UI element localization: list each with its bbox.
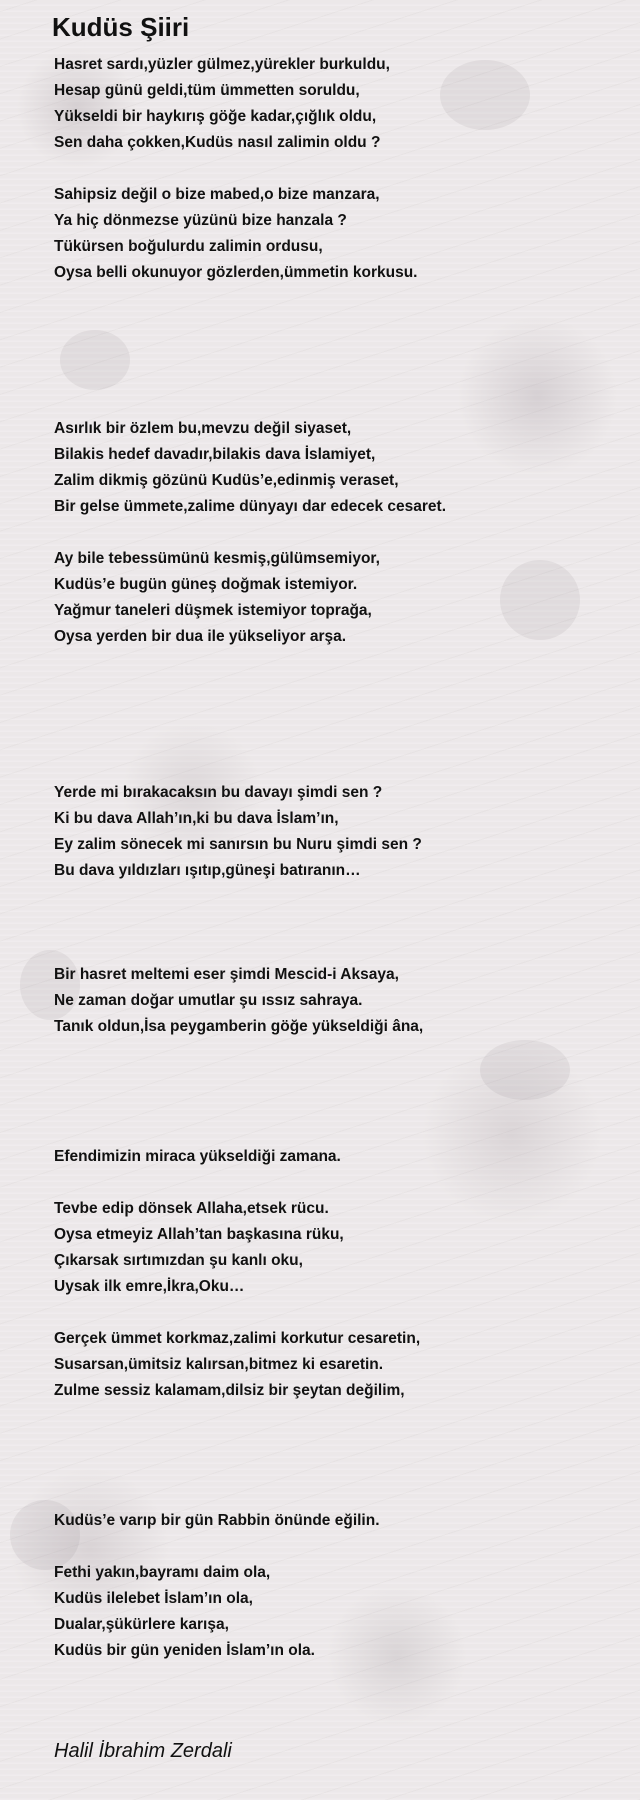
poem-line: Tevbe edip dönsek Allaha,etsek rücu. [54, 1200, 329, 1217]
poem-line: Ki bu dava Allah’ın,ki bu dava İslam’ın, [54, 810, 339, 827]
poem-line: Sen daha çokken,Kudüs nasıl zalimin oldu ? [54, 134, 381, 151]
poem-line: Oysa belli okunuyor gözlerden,ümmetin korkusu. [54, 264, 418, 281]
stanza-break [54, 1430, 614, 1456]
stanza-break [54, 936, 614, 962]
poem-line: Gerçek ümmet korkmaz,zalimi korkutur cesaretin, [54, 1330, 421, 1347]
stanza-break [54, 1066, 614, 1092]
poem-line: Zalim dikmiş gözünü Kudüs’e,edinmiş veraset, [54, 472, 399, 489]
stanza-break [54, 910, 614, 936]
poem-line: Efendimizin miraca yükseldiği zamana. [54, 1148, 341, 1165]
stanza-break [54, 650, 614, 676]
poem-line: Kudüs ilelebet İslam’ın ola, [54, 1590, 253, 1607]
poem-line: Kudüs’e varıp bir gün Rabbin önünde eğilin. [54, 1512, 380, 1529]
stanza-break [54, 754, 614, 780]
poem-line: Yerde mi bırakacaksın bu davayı şimdi sen ? [54, 784, 383, 801]
stanza-break [54, 728, 614, 754]
stanza-break [54, 312, 614, 338]
stanza-break [54, 338, 614, 364]
stanza-break [54, 1300, 614, 1326]
stanza-break [54, 286, 614, 312]
poem-line: Ey zalim sönecek mi sanırsın bu Nuru şimdi sen ? [54, 836, 422, 853]
poem-line: Hesap günü geldi,tüm ümmetten soruldu, [54, 82, 360, 99]
poem-line: Ne zaman doğar umutlar şu ıssız sahraya. [54, 992, 363, 1009]
stanza-break [54, 1404, 614, 1430]
poem-line: Bilakis hedef davadır,bilakis dava İslamiyet, [54, 446, 376, 463]
stanza-break [54, 702, 614, 728]
stanza-break [54, 676, 614, 702]
poem-line: Susarsan,ümitsiz kalırsan,bitmez ki esaretin. [54, 1356, 384, 1373]
poem-line: Ay bile tebessümünü kesmiş,gülümsemiyor, [54, 550, 380, 567]
poem-line: Tanık oldun,İsa peygamberin göğe yükseldiği âna, [54, 1018, 424, 1035]
poem-line: Kudüs bir gün yeniden İslam’ın ola. [54, 1642, 315, 1659]
poem-line: Tükürsen boğulurdu zalimin ordusu, [54, 238, 323, 255]
stanza-break [54, 1118, 614, 1144]
poem-line: Oysa etmeyiz Allah’tan başkasına rüku, [54, 1226, 344, 1243]
poem-line: Bu dava yıldızları ışıtıp,güneşi batıranın… [54, 862, 361, 879]
poem-body [54, 52, 614, 1664]
poem-line: Uysak ilk emre,İkra,Oku… [54, 1278, 245, 1295]
stanza-break [54, 1456, 614, 1482]
poem-line: Oysa yerden bir dua ile yükseliyor arşa. [54, 628, 347, 645]
poem-line: Fethi yakın,bayramı daim ola, [54, 1564, 271, 1581]
poem-line: Bir hasret meltemi eser şimdi Mescid-i Aksaya, [54, 966, 399, 983]
stanza-break [54, 1092, 614, 1118]
poem-line: Asırlık bir özlem bu,mevzu değil siyaset, [54, 420, 352, 437]
stanza-break [54, 390, 614, 416]
poem-line: Ya hiç dönmezse yüzünü bize hanzala ? [54, 212, 347, 229]
stanza-break [54, 1534, 614, 1560]
stanza-break [54, 884, 614, 910]
stanza-break [54, 1170, 614, 1196]
stanza-break [54, 520, 614, 546]
poem-line: Dualar,şükürlere karışa, [54, 1616, 229, 1633]
poem-author: Halil İbrahim Zerdali [54, 1740, 232, 1762]
poem-line: Bir gelse ümmete,zalime dünyayı dar edecek cesaret. [54, 498, 446, 515]
stanza-break [54, 1040, 614, 1066]
stanza-break [54, 156, 614, 182]
poem-line: Yükseldi bir haykırış göğe kadar,çığlık oldu, [54, 108, 377, 125]
poem-line: Sahipsiz değil o bize mabed,o bize manzara, [54, 186, 380, 203]
poem-line: Kudüs’e bugün güneş doğmak istemiyor. [54, 576, 358, 593]
poem-line: Hasret sardı,yüzler gülmez,yürekler burkuldu, [54, 56, 390, 73]
poem-line: Çıkarsak sırtımızdan şu kanlı oku, [54, 1252, 303, 1269]
poem-line: Zulme sessiz kalamam,dilsiz bir şeytan değilim, [54, 1382, 405, 1399]
poem-title: Kudüs Şiiri [52, 12, 190, 42]
poem-line: Yağmur taneleri düşmek istemiyor toprağa, [54, 602, 372, 619]
stanza-break [54, 364, 614, 390]
stanza-break [54, 1482, 614, 1508]
